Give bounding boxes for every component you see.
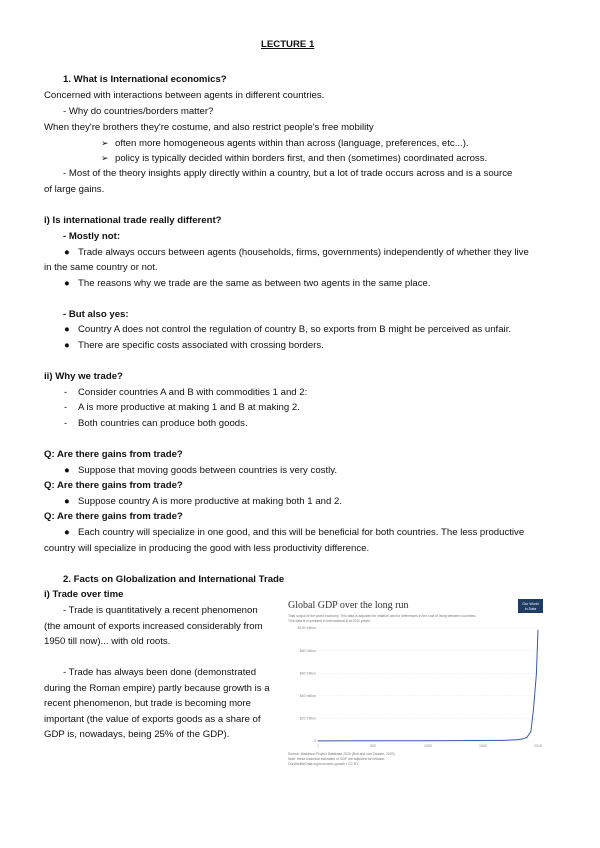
x-tick-label: 500: [370, 744, 376, 748]
paragraph-line: during the Roman empire) partly because growth is a: [44, 683, 270, 694]
data-point: [481, 740, 482, 741]
chart-title: Global GDP over the long run: [288, 600, 409, 611]
paragraph-line: - Trade is quantitatively a recent phenomenon: [63, 605, 258, 616]
arrow-item-text: often more homogeneous agents within than across (language, preferences, etc...).: [115, 138, 469, 149]
paragraph-line: - Trade has always been done (demonstrated: [63, 667, 257, 678]
bullet-item-text: Country A does not control the regulation of country B, so exports from B might be perceived as unfair.: [78, 324, 512, 335]
dash-marker: -: [64, 418, 68, 429]
y-tick-label: $60 trillion: [299, 671, 316, 676]
bullet-icon: ●: [64, 278, 70, 289]
paragraph: in the same country or not.: [44, 262, 158, 273]
x-tick-label: 1500: [479, 744, 487, 748]
data-point: [536, 674, 537, 675]
y-tick-label: $100 trillion: [297, 626, 316, 631]
paragraph-line: important (the value of exports goods as a share of: [44, 714, 261, 725]
x-tick-label: 2015: [534, 744, 542, 748]
paragraph: country will specialize in producing the good with less productivity difference.: [44, 543, 370, 554]
section-2-heading: 2. Facts on Globalization and International Trade: [63, 574, 285, 585]
data-point: [427, 740, 428, 741]
chart-subtitle: Total output of the world economy. This data is adjusted for inflation and for differences in the cost of living between countries.: [288, 614, 477, 618]
bullet-item-text: Suppose country A is more productive at making both 1 and 2.: [78, 496, 342, 507]
paragraph-line: GDP is, nowadays, being 25% of the GDP).: [44, 729, 230, 740]
bullet-item: [64, 323, 511, 336]
y-tick-label: $20 trillion: [299, 716, 316, 721]
page-title: LECTURE 1: [261, 39, 315, 50]
bullet-icon: ●: [64, 496, 70, 507]
paragraph: When they're brothers they're costume, and also restrict people's free mobility: [44, 122, 374, 133]
bullet-item: [64, 246, 529, 259]
dash-item: - Why do countries/borders matter?: [63, 106, 214, 117]
bullet-icon: ●: [64, 527, 70, 538]
bullet-item-text: Each country will specialize in one good, and this will be beneficial for both countries. The less productive: [78, 527, 525, 538]
data-point: [516, 739, 517, 740]
bullet-item-text: There are specific costs associated with crossing borders.: [78, 340, 324, 351]
question: Q: Are there gains from trade?: [44, 480, 183, 491]
series-line-world: [318, 630, 538, 741]
arrow-item: [101, 152, 487, 165]
bullet-icon: ●: [64, 324, 70, 335]
arrow-bullet-icon: ➢: [101, 153, 109, 163]
bullet-item: [64, 526, 524, 539]
bullet-icon: ●: [64, 247, 70, 258]
bullet-item-text: The reasons why we trade are the same as between two agents in the same place.: [78, 278, 431, 289]
y-tick-label: $40 trillion: [299, 694, 316, 698]
owid-logo-text: in Data: [524, 607, 537, 611]
section-1-heading: 1. What is International economics?: [63, 74, 227, 85]
dash-item-text: A is more productive at making 1 and B at making 2.: [78, 402, 300, 413]
owid-logo-text: Our World: [522, 602, 539, 606]
dash-item: - Mostly not:: [63, 231, 121, 242]
y-tick-label: 0: [314, 739, 316, 744]
bullet-icon: ●: [64, 340, 70, 351]
subsection-heading: ii) Why we trade?: [44, 371, 123, 382]
chart-subtitle: This data is expressed in international-$ at 2011 prices.: [288, 619, 371, 623]
chart-source: Source: Maddison Project Database 2020 (Bolt and van Zanden, 2020): [288, 752, 395, 756]
bullet-item: [64, 339, 324, 352]
arrow-item: [101, 137, 469, 150]
gdp-chart: [286, 596, 545, 772]
dash-marker: -: [64, 387, 68, 398]
paragraph-line: (the amount of exports increased considerably from: [44, 621, 263, 632]
paragraph: Concerned with interactions between agents in different countries.: [44, 90, 325, 101]
question: Q: Are there gains from trade?: [44, 511, 183, 522]
bullet-item: [64, 495, 342, 508]
chart-note: Note: these historical estimates of GDP are adjusted for inflation.: [288, 757, 386, 761]
bullet-item-text: Suppose that moving goods between countries is very costly.: [78, 465, 337, 476]
arrow-item-text: policy is typically decided within borders first, and then (sometimes) coordinated across.: [115, 153, 488, 164]
data-point: [533, 710, 534, 711]
paragraph-line: recent phenomenon, but trade is becoming more: [44, 698, 251, 709]
dash-item-text: Consider countries A and B with commodities 1 and 2:: [78, 387, 308, 398]
data-point: [318, 740, 319, 741]
data-point: [522, 739, 523, 740]
dash-item: - But also yes:: [63, 309, 129, 320]
paragraph-line: 1950 till now)... with old roots.: [44, 636, 171, 647]
data-point: [503, 740, 504, 741]
question: Q: Are there gains from trade?: [44, 449, 183, 460]
dash-item: [64, 417, 248, 430]
dash-item: [64, 401, 300, 414]
x-tick-label: 1000: [424, 744, 432, 748]
arrow-bullet-icon: ➢: [101, 138, 109, 148]
data-point: [492, 740, 493, 741]
y-tick-label: $80 trillion: [299, 648, 316, 653]
chart-license: OurWorldInData.org/economic-growth • CC BY: [288, 762, 359, 766]
x-tick-label: 1: [317, 744, 319, 748]
bullet-item: [64, 464, 337, 477]
dash-item: - Most of the theory insights apply directly within a country, but a lot of trade occurs across and is a source: [63, 168, 513, 179]
bullet-item: [64, 277, 431, 290]
data-point: [526, 737, 527, 738]
subsection-heading: i) Trade over time: [44, 589, 124, 600]
bullet-item-text: Trade always occurs between agents (households, firms, governments) independently of whether they live: [78, 247, 529, 258]
subsection-heading: i) Is international trade really different?: [44, 215, 222, 226]
paragraph: of large gains.: [44, 184, 105, 195]
dash-item: [64, 386, 307, 399]
data-point: [538, 630, 539, 631]
dash-item-text: Both countries can produce both goods.: [78, 418, 248, 429]
dash-marker: -: [64, 402, 68, 413]
bullet-icon: ●: [64, 465, 70, 476]
data-point: [530, 731, 531, 732]
